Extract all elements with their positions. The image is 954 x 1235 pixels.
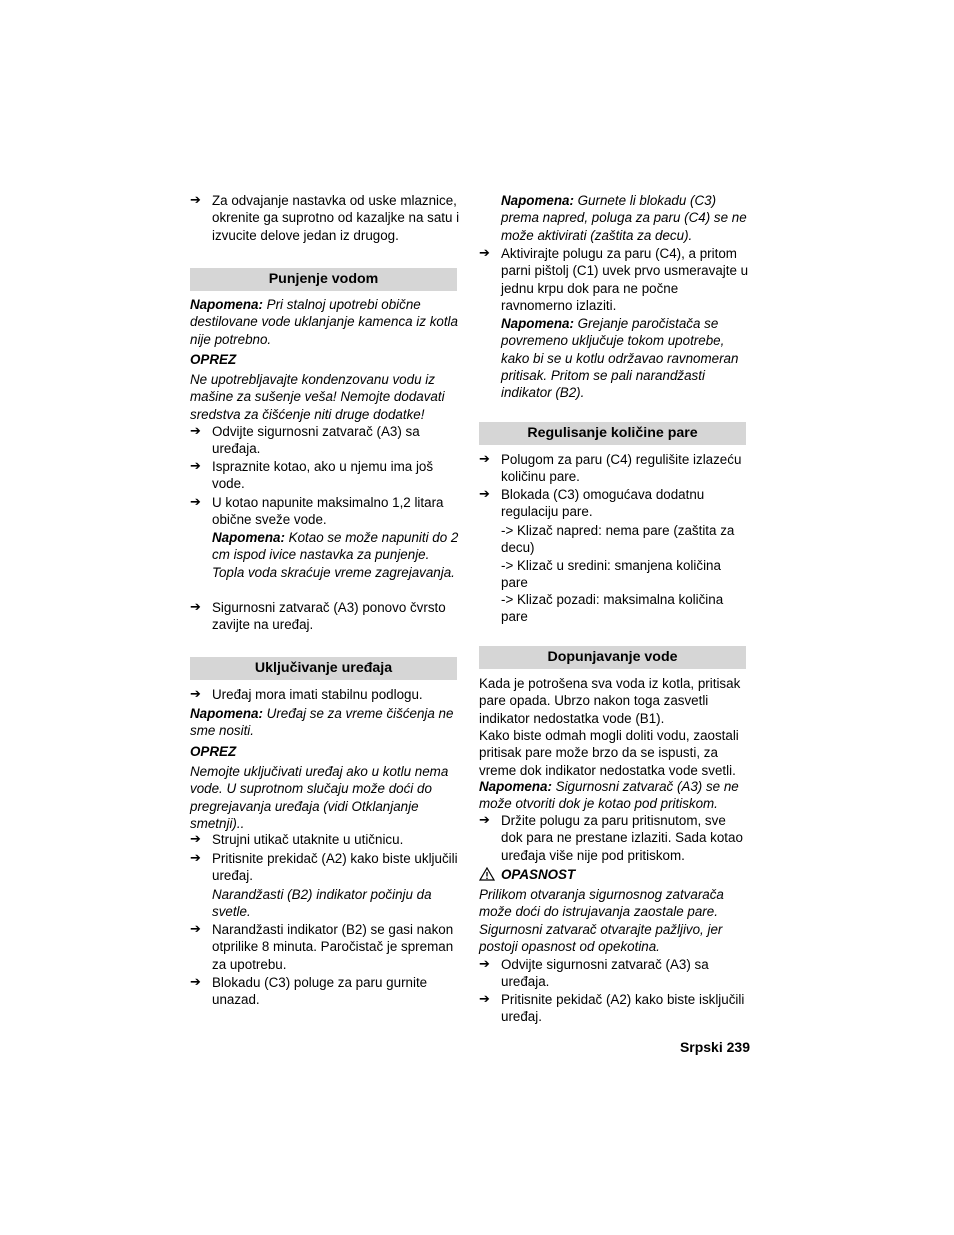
bullet-stable-surface: ➔ Uređaj mora imati stabilnu podlogu. (190, 687, 423, 702)
bullet-activate-lever: ➔ Aktivirajte polugu za paru (C4), a pritom parni pištolj (C1) uvek prvo usmeravajte u jednu krpu dok para ne počne ravnomerno izlaziti. (479, 246, 749, 313)
arrow-icon: ➔ (479, 992, 490, 1007)
caution-text: Ne upotrebljavajte kondenzovanu vodu iz mašine za sušenje veša! Nemojte dodavati sredstva za čišćenje niti druge dodatke! (190, 372, 445, 422)
bullet-indicator-off: ➔ Narandžasti indikator (B2) se gasi nakon otprilike 8 minuta. Paročistač je spreman za upotrebu. (190, 922, 454, 972)
bullet-unscrew-cap-2: ➔ Odvijte sigurnosni zatvarač (A3) sa uređaja. (479, 957, 709, 990)
caution-title: OPREZ (190, 352, 237, 367)
bullet-switch-off: ➔ Pritisnite pekidač (A2) kako biste isključili uređaj. (479, 992, 745, 1025)
bullet-plug-in: ➔ Strujni utikač utaknite u utičnicu. (190, 832, 404, 847)
slider-middle: -> Klizač u sredini: smanjena količina pare (501, 558, 721, 591)
arrow-icon: ➔ (190, 851, 201, 866)
arrow-icon: ➔ (190, 975, 201, 990)
bullet-push-lock-back: ➔ Blokadu (C3) poluge za paru gurnite unazad. (190, 975, 428, 1008)
caution-title-2: OPREZ (190, 744, 237, 759)
arrow-icon: ➔ (479, 452, 490, 467)
note-cap-under-pressure: Napomena: Sigurnosni zatvarač (A3) se ne može otvoriti dok je kotao pod pritiskom. (479, 779, 739, 812)
arrow-icon: ➔ (479, 957, 490, 972)
arrow-icon: ➔ (190, 832, 201, 847)
heading-dopunjavanje: Dopunjavanje vode (479, 646, 746, 669)
arrow-icon: ➔ (190, 922, 201, 937)
arrow-icon: ➔ (190, 687, 201, 702)
note-heating-cycles: Napomena: Grejanje paročistača se povremeno uključuje tokom upotrebe, kako bi se u kotlu održavao ravnomeran pritisak. Pritom se pali narandžasti indikator (B2). (501, 316, 739, 401)
arrow-icon: ➔ (190, 459, 201, 474)
bullet-detach-nozzle: ➔ Za odvajanje nastavka od uske mlaznice, okrenite ga suprotno od kazaljke na satu i izvucite delove jedan iz drugog. (190, 193, 460, 243)
slider-front: -> Klizač napred: nema pare (zaštita za decu) (501, 523, 735, 556)
para-release-pressure: Kako biste odmah mogli doliti vodu, zaostali pritisak pare može brzo da se ispusti, za vreme dok indikator nedostatka vode svetli. (479, 728, 739, 778)
heading-ukljucivanje: Uključivanje uređaja (190, 657, 457, 680)
danger-text: Prilikom otvaranja sigurnosnog zatvarača može doći do istrujavanja zaostale pare. Sigurnosni zatvarač otvarajte pažljivo, jer postoji opasnost od opekotina. (479, 887, 724, 954)
indicator-lights-on: Narandžasti (B2) indikator počinju da svetle. (212, 887, 432, 920)
bullet-screw-cap: ➔ Sigurnosni zatvarač (A3) ponovo čvrsto zavijte na uređaj. (190, 600, 446, 633)
arrow-icon: ➔ (479, 246, 490, 261)
bullet-hold-lever: ➔ Držite polugu za paru pritisnutom, sve dok para ne prestane izlaziti. Sada kotao uređaja više nije pod pritiskom. (479, 813, 743, 863)
note-child-lock: Napomena: Gurnete li blokadu (C3) prema napred, poluga za paru (C4) se ne može aktivirati (zaštita za decu). (501, 193, 747, 243)
arrow-icon: ➔ (479, 813, 490, 828)
bullet-lock-regulation: ➔ Blokada (C3) omogućava dodatnu regulaciju pare. (479, 487, 705, 520)
note-distilled-water: Napomena: Pri stalnoj upotrebi obične destilovane vode uklanjanje kamenca iz kotla nije potrebno. (190, 297, 458, 347)
arrow-icon: ➔ (479, 487, 490, 502)
bullet-unscrew-cap: ➔ Odvijte sigurnosni zatvarač (A3) sa uređaja. (190, 424, 420, 457)
arrow-icon: ➔ (190, 424, 201, 439)
note-do-not-carry: Napomena: Uređaj se za vreme čišćenja ne sme nositi. (190, 706, 454, 739)
note-fill-level: Napomena: Kotao se može napuniti do 2 cm ispod ivice nastavka za punjenje. Topla voda skraćuje vreme zagrejavanja. (212, 530, 459, 580)
page-number: Srpski 239 (679, 1039, 750, 1055)
arrow-icon: ➔ (190, 193, 201, 208)
arrow-icon: ➔ (190, 495, 201, 510)
danger-title: OPASNOST (479, 866, 751, 883)
bullet-empty-boiler: ➔ Ispraznite kotao, ako u njemu ima još vode. (190, 459, 434, 492)
heading-punjenje-vodom: Punjenje vodom (190, 268, 457, 291)
bullet-regulate-steam: ➔ Polugom za paru (C4) regulišite izlazeću količinu pare. (479, 452, 742, 485)
bullet-fill-water: ➔ U kotao napunite maksimalno 1,2 litara obične sveže vode. (190, 495, 444, 528)
arrow-icon: ➔ (190, 600, 201, 615)
caution-text-2: Nemojte uključivati uređaj ako u kotlu nema vode. U suprotnom slučaju može doći do pregrejavanja uređaja (vidi Otklanjanje smetnji).. (190, 764, 449, 831)
bullet-switch-on: ➔ Pritisnite prekidač (A2) kako biste uključili uređaj. (190, 851, 458, 884)
warning-triangle-icon (479, 867, 495, 881)
heading-regulisanje: Regulisanje količine pare (479, 422, 746, 445)
para-water-empty: Kada je potrošena sva voda iz kotla, pritisak pare opada. Ubrzo nakon toga zasvetli indikator nedostatka vode (B1). (479, 676, 741, 726)
slider-back: -> Klizač pozadi: maksimalna količina pare (501, 592, 724, 625)
